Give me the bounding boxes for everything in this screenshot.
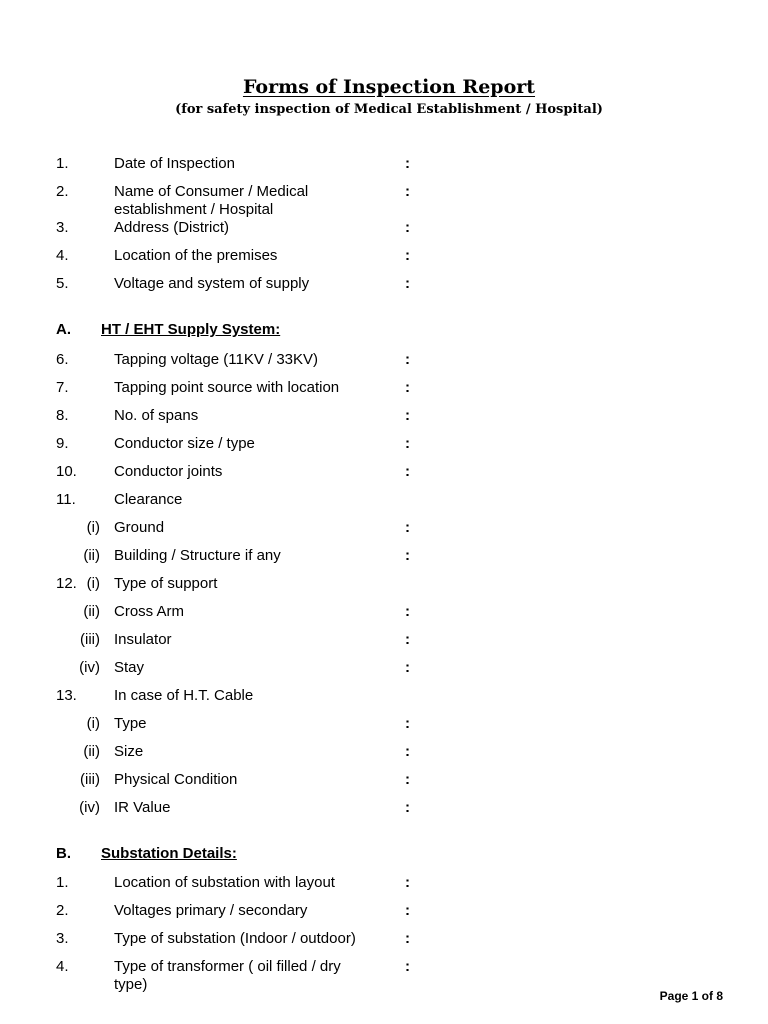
field-label: Tapping voltage (11KV / 33KV) bbox=[114, 351, 319, 368]
field-colon: : bbox=[405, 155, 410, 172]
field-label: Type of support bbox=[114, 575, 218, 592]
section-title: HT / EHT Supply System: bbox=[101, 321, 281, 338]
field-label: Conductor joints bbox=[114, 463, 223, 480]
item-number: 8. bbox=[56, 407, 69, 424]
field-label: Stay bbox=[114, 659, 145, 676]
item-number: 3. bbox=[56, 219, 69, 236]
field-colon: : bbox=[405, 659, 410, 676]
field-label: Size bbox=[114, 743, 144, 760]
sub-item-number: (ii) bbox=[83, 603, 100, 620]
field-colon: : bbox=[405, 407, 410, 424]
item-number: 5. bbox=[56, 275, 69, 292]
item-number: 3. bbox=[56, 930, 69, 947]
field-label: Tapping point source with location bbox=[114, 379, 340, 396]
item-number: 4. bbox=[56, 247, 69, 264]
field-label: Location of substation with layout bbox=[114, 874, 335, 891]
item-number: 1. bbox=[56, 155, 69, 172]
field-label: No. of spans bbox=[114, 407, 199, 424]
field-colon: : bbox=[405, 874, 410, 891]
item-number: 2. bbox=[56, 183, 69, 200]
sub-item-number: (i) bbox=[86, 715, 100, 732]
sub-item-number: (iv) bbox=[79, 799, 100, 816]
sub-item-number: (iii) bbox=[80, 771, 100, 788]
field-label: Insulator bbox=[114, 631, 172, 648]
item-number: 2. bbox=[56, 902, 69, 919]
field-colon: : bbox=[405, 379, 410, 396]
field-colon: : bbox=[405, 902, 410, 919]
item-number: 1. bbox=[56, 874, 69, 891]
item-number: 9. bbox=[56, 435, 69, 452]
field-label: Type of transformer ( oil filled / dry type) bbox=[114, 958, 341, 993]
sub-item-number: (ii) bbox=[83, 743, 100, 760]
field-colon: : bbox=[405, 743, 410, 760]
field-label: Type of substation (Indoor / outdoor) bbox=[114, 930, 356, 947]
field-colon: : bbox=[405, 463, 410, 480]
item-number: 11. bbox=[56, 491, 76, 508]
field-colon: : bbox=[405, 547, 410, 564]
field-colon: : bbox=[405, 771, 410, 788]
field-label: IR Value bbox=[114, 799, 171, 816]
field-label: Date of Inspection bbox=[114, 155, 235, 172]
field-colon: : bbox=[405, 958, 410, 975]
item-number: 4. bbox=[56, 958, 69, 975]
field-label: Voltages primary / secondary bbox=[114, 902, 308, 919]
page-number: Page 1 of 8 bbox=[659, 989, 723, 1003]
item-number: 10. bbox=[56, 463, 77, 480]
field-colon: : bbox=[405, 930, 410, 947]
field-colon: : bbox=[405, 435, 410, 452]
document-subtitle: (for safety inspection of Medical Establishment / Hospital) bbox=[175, 102, 603, 117]
field-colon: : bbox=[405, 275, 410, 292]
item-number: 13. bbox=[56, 687, 77, 704]
field-colon: : bbox=[405, 519, 410, 536]
field-label: Name of Consumer / Medical establishment / Hospital bbox=[114, 183, 309, 218]
document-title bbox=[0, 76, 768, 98]
field-label: Physical Condition bbox=[114, 771, 238, 788]
field-label: In case of H.T. Cable bbox=[114, 687, 254, 704]
field-colon: : bbox=[405, 351, 410, 368]
sub-item-number: (i) bbox=[86, 575, 100, 592]
item-number: 12. bbox=[56, 575, 77, 592]
field-label: Cross Arm bbox=[114, 603, 185, 620]
sub-item-number: (iii) bbox=[80, 631, 100, 648]
field-label: Building / Structure if any bbox=[114, 547, 281, 564]
field-colon: : bbox=[405, 715, 410, 732]
item-number: 7. bbox=[56, 379, 69, 396]
field-colon: : bbox=[405, 799, 410, 816]
field-colon: : bbox=[405, 631, 410, 648]
field-colon: : bbox=[405, 183, 410, 200]
field-label: Clearance bbox=[114, 491, 183, 508]
item-number: 6. bbox=[56, 351, 69, 368]
document-title-text: Forms of Inspection Report bbox=[242, 76, 536, 98]
field-colon: : bbox=[405, 219, 410, 236]
sub-item-number: (ii) bbox=[83, 547, 100, 564]
section-title: Substation Details: bbox=[101, 845, 237, 862]
field-colon: : bbox=[405, 603, 410, 620]
field-label: Voltage and system of supply bbox=[114, 275, 310, 292]
field-label: Location of the premises bbox=[114, 247, 278, 264]
field-label: Ground bbox=[114, 519, 165, 536]
sub-item-number: (i) bbox=[86, 519, 100, 536]
item-number: B. bbox=[56, 845, 71, 862]
sub-item-number: (iv) bbox=[79, 659, 100, 676]
field-label: Address (District) bbox=[114, 219, 230, 236]
item-number: A. bbox=[56, 321, 71, 338]
field-colon: : bbox=[405, 247, 410, 264]
field-label: Type bbox=[114, 715, 147, 732]
field-label: Conductor size / type bbox=[114, 435, 255, 452]
